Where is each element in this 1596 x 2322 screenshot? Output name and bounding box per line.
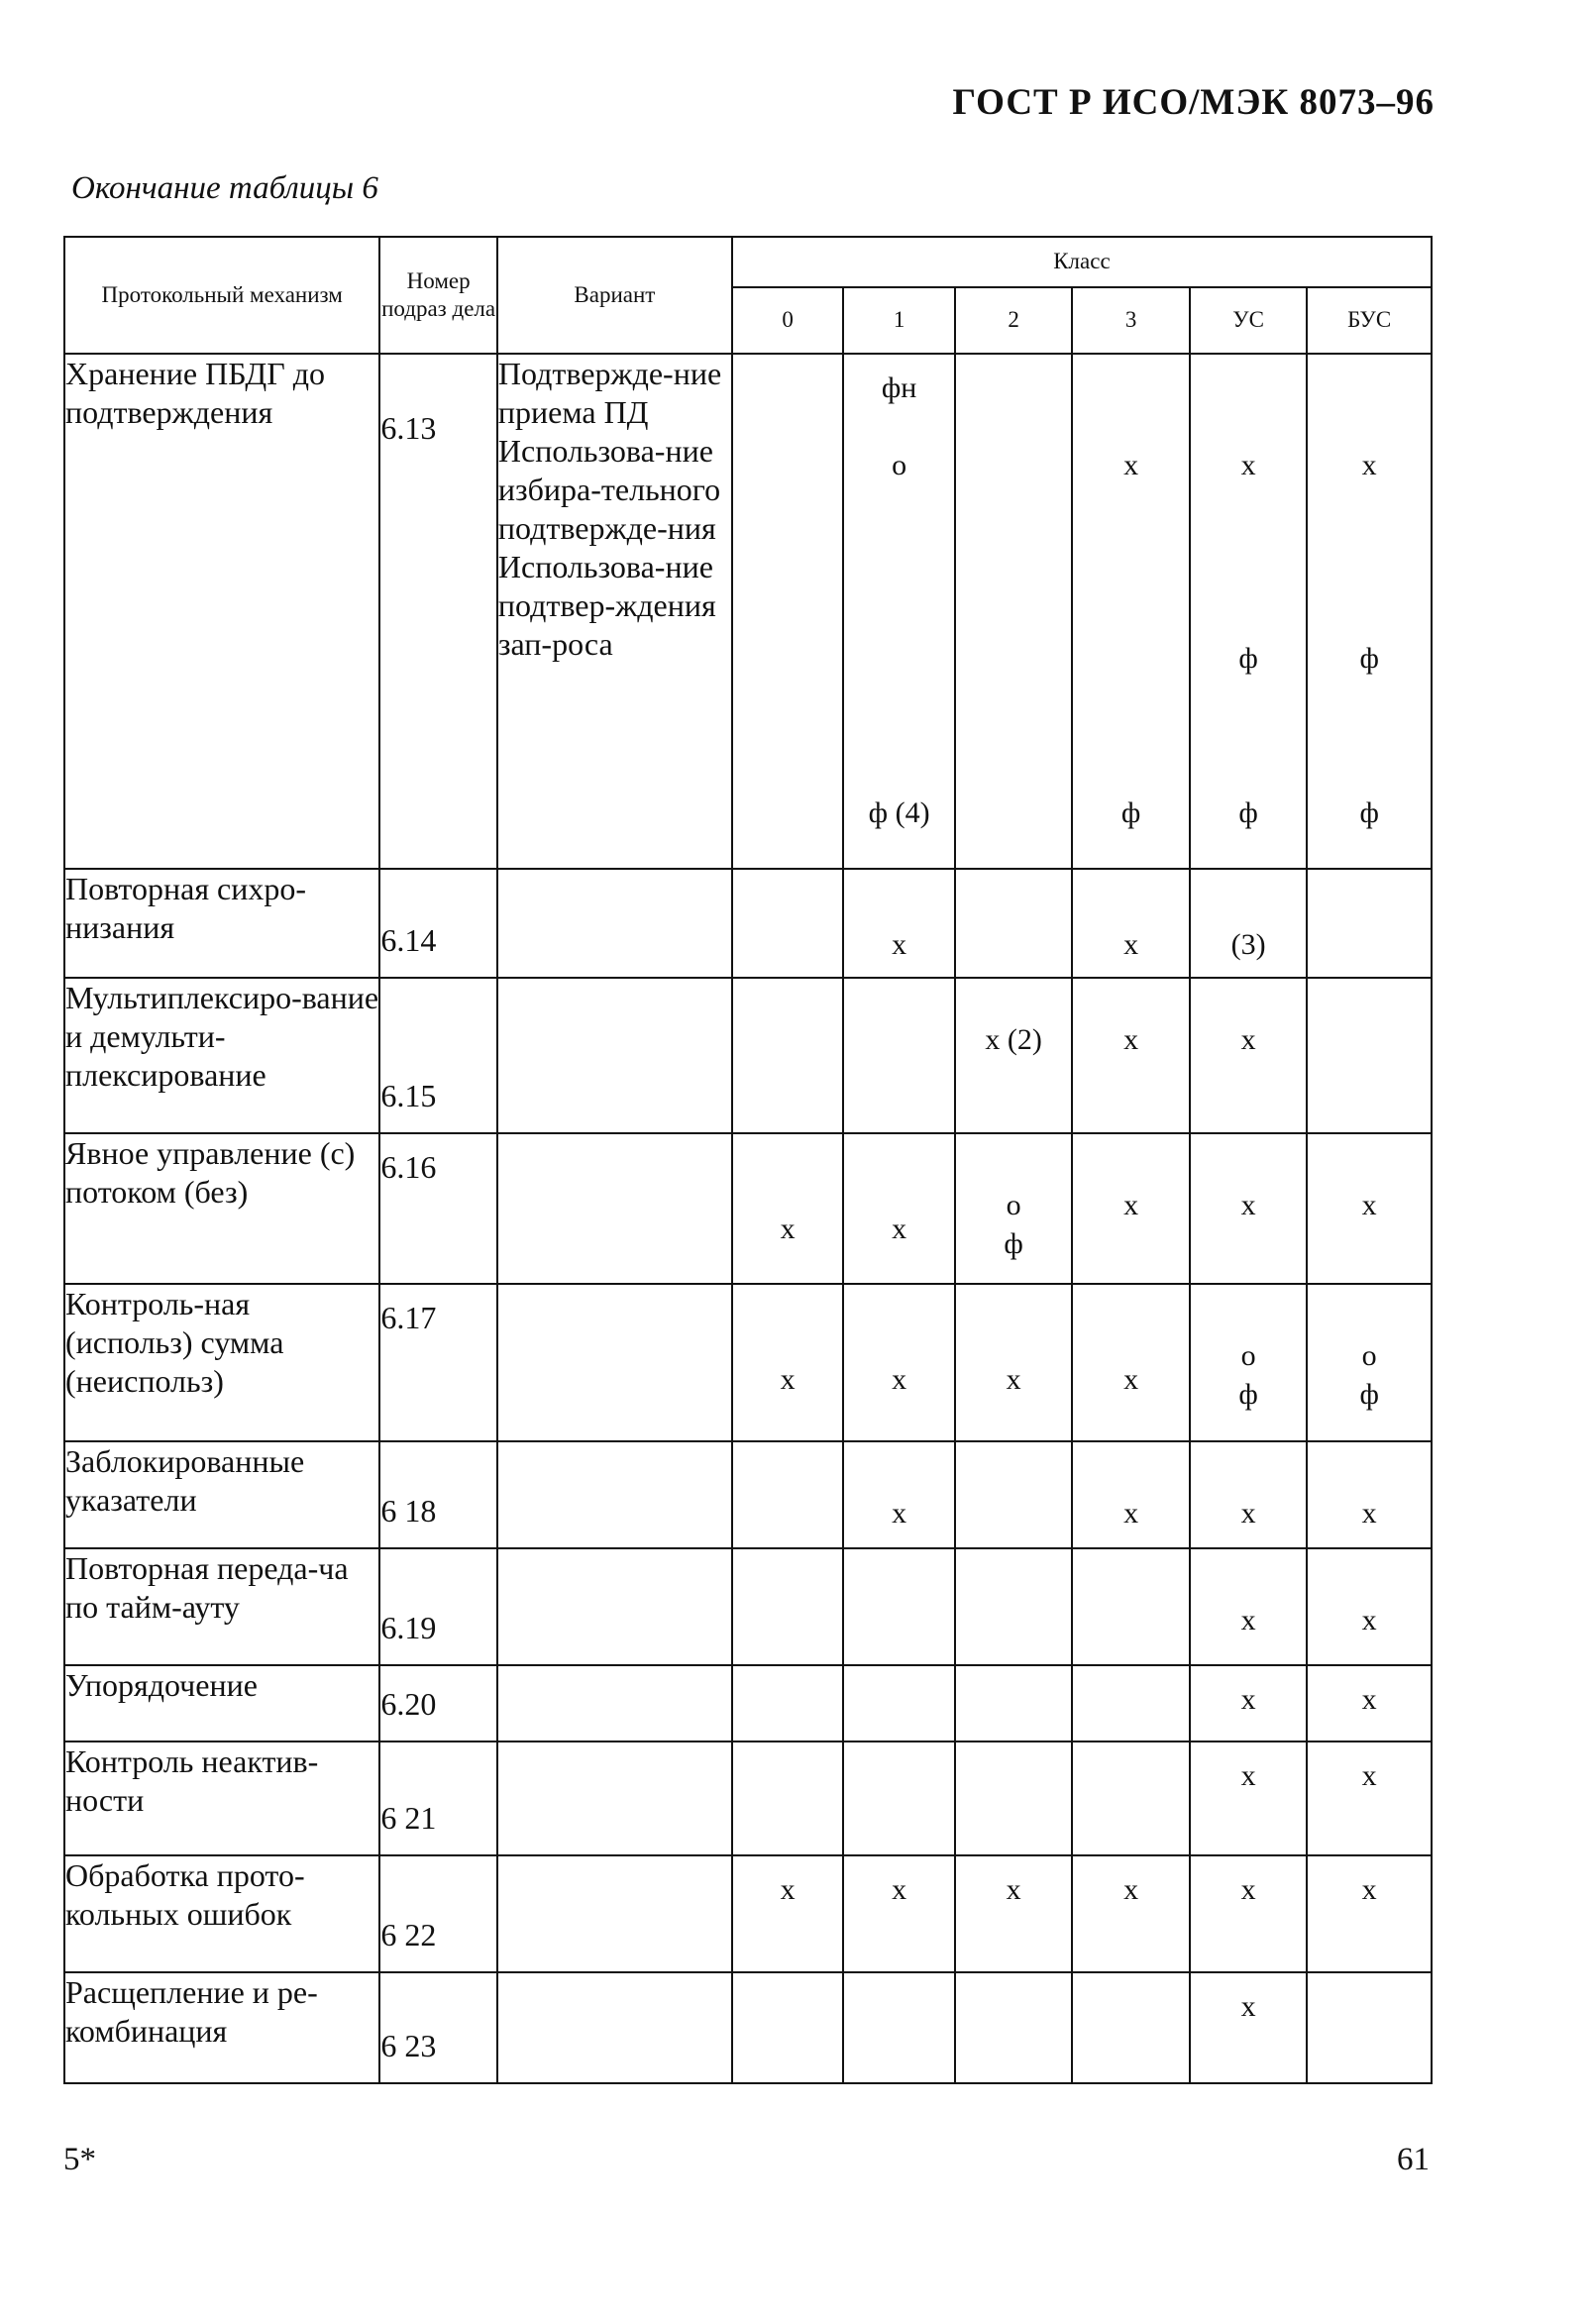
variant-cell (497, 1548, 732, 1665)
class-mark-cell: o ф (1190, 1284, 1308, 1441)
class-mark-cell (732, 1548, 843, 1665)
class-mark-cell: x (1307, 1441, 1432, 1548)
class-mark-cell: фн o ф (4) (843, 354, 954, 869)
variant-cell (497, 1972, 732, 2083)
class-mark-cell (955, 1665, 1073, 1742)
class-mark-cell: x (1072, 1855, 1190, 1972)
class-mark-cell: o ф (1307, 1284, 1432, 1441)
class-mark-cell (955, 869, 1073, 978)
variant-cell (497, 1133, 732, 1284)
class-mark-cell (1307, 978, 1432, 1133)
subsection-number-cell: 6.14 (379, 869, 497, 978)
class-mark-cell: x (1307, 1665, 1432, 1742)
class-mark-cell (843, 1548, 954, 1665)
class-mark-cell: x (1072, 869, 1190, 978)
header-class: Класс (732, 237, 1432, 287)
variant-cell (497, 1284, 732, 1441)
class-mark-cell: x (1307, 1548, 1432, 1665)
variant-cell (497, 1742, 732, 1855)
header-class-3: 3 (1072, 287, 1190, 354)
variant-cell (497, 1441, 732, 1548)
document-header: ГОСТ Р ИСО/МЭК 8073–96 (952, 82, 1435, 123)
subsection-number-cell: 6.20 (379, 1665, 497, 1742)
mechanism-cell: Контроль неактив-ности (64, 1742, 379, 1855)
class-mark-cell: x (843, 869, 954, 978)
class-mark-cell (1307, 869, 1432, 978)
table-row (64, 1133, 1432, 1284)
subsection-number-cell: 6 22 (379, 1855, 497, 1972)
subsection-number-cell: 6.16 (379, 1133, 497, 1284)
class-mark-cell: x (1072, 1441, 1190, 1548)
class-mark-cell: x (1190, 1665, 1308, 1742)
class-mark-cell (955, 1548, 1073, 1665)
class-mark-cell: o ф (955, 1133, 1073, 1284)
class-mark-cell (843, 1665, 954, 1742)
class-mark-cell (1072, 1742, 1190, 1855)
table-row (64, 1548, 1432, 1665)
class-mark-cell (1072, 1972, 1190, 2083)
class-mark-cell (1072, 1665, 1190, 1742)
table-row (64, 1665, 1432, 1742)
page-number: 61 (1397, 2142, 1430, 2177)
variant-cell: Подтвержде-ние приема ПД Использова-ние избира-тельного подтвержде-ния Использова-ние подтвер-ждения зап-роса (497, 354, 732, 869)
mechanism-cell: Хранение ПБДГ до подтверждения (64, 354, 379, 869)
header-class-0: 0 (732, 287, 843, 354)
class-mark-cell: x (843, 1284, 954, 1441)
mechanism-cell: Мультиплексиро-вание и демульти-плексирование (64, 978, 379, 1133)
class-mark-cell: x (732, 1855, 843, 1972)
class-mark-cell: x (1307, 1855, 1432, 1972)
table-row (64, 1855, 1432, 1972)
class-mark-cell: x (955, 1284, 1073, 1441)
table-row (64, 1972, 1432, 2083)
mechanism-cell: Расщепление и ре-комбинация (64, 1972, 379, 2083)
protocol-mechanisms-table (63, 236, 1433, 2084)
mechanism-cell: Обработка прото-кольных ошибок (64, 1855, 379, 1972)
class-mark-cell (955, 1742, 1073, 1855)
class-mark-cell (843, 1742, 954, 1855)
table-row (64, 354, 1432, 869)
mechanism-cell: Упорядочение (64, 1665, 379, 1742)
header-mechanism: Протокольный механизм (64, 237, 379, 354)
class-mark-cell: x (843, 1441, 954, 1548)
mechanism-cell: Заблокированные указатели (64, 1441, 379, 1548)
class-mark-cell (732, 978, 843, 1133)
class-mark-cell (732, 1665, 843, 1742)
class-mark-cell (732, 354, 843, 869)
table-row (64, 869, 1432, 978)
table-row (64, 978, 1432, 1133)
class-mark-cell: x (1190, 1742, 1308, 1855)
header-class-2: 2 (955, 287, 1073, 354)
mechanism-cell: Контроль-ная (использ) сумма (неиспольз) (64, 1284, 379, 1441)
table-caption: Окончание таблицы 6 (71, 170, 378, 206)
subsection-number-cell: 6.17 (379, 1284, 497, 1441)
subsection-number-cell: 6.13 (379, 354, 497, 869)
subsection-number-cell: 6.19 (379, 1548, 497, 1665)
class-mark-cell (1072, 1548, 1190, 1665)
class-mark-cell (955, 1441, 1073, 1548)
table-body (64, 354, 1432, 2083)
class-mark-cell: x (732, 1284, 843, 1441)
class-mark-cell (1307, 1972, 1432, 2083)
class-mark-cell: x ф ф (1190, 354, 1308, 869)
class-mark-cell: x (843, 1855, 954, 1972)
class-mark-cell (732, 869, 843, 978)
class-mark-cell (732, 1441, 843, 1548)
class-mark-cell: x (1190, 1548, 1308, 1665)
class-mark-cell (732, 1742, 843, 1855)
variant-cell (497, 978, 732, 1133)
class-mark-cell: x (1072, 1284, 1190, 1441)
class-mark-cell: x (1190, 978, 1308, 1133)
class-mark-cell: x (2) (955, 978, 1073, 1133)
class-mark-cell: (3) (1190, 869, 1308, 978)
mechanism-cell: Повторная сихро-низания (64, 869, 379, 978)
class-mark-cell: x (732, 1133, 843, 1284)
class-mark-cell: x (1190, 1855, 1308, 1972)
class-mark-cell (955, 1972, 1073, 2083)
header-variant: Вариант (497, 237, 732, 354)
class-mark-cell (732, 1972, 843, 2083)
variant-cell (497, 869, 732, 978)
class-mark-cell: x (955, 1855, 1073, 1972)
footer-signature: 5* (63, 2142, 96, 2177)
header-class-us: УС (1190, 287, 1308, 354)
subsection-number-cell: 6 21 (379, 1742, 497, 1855)
subsection-number-cell: 6 23 (379, 1972, 497, 2083)
class-mark-cell: x (1072, 978, 1190, 1133)
subsection-number-cell: 6.15 (379, 978, 497, 1133)
class-mark-cell (843, 1972, 954, 2083)
class-mark-cell: x (843, 1133, 954, 1284)
header-class-1: 1 (843, 287, 954, 354)
mechanism-cell: Повторная переда-ча по тайм-ауту (64, 1548, 379, 1665)
header-number: Номер подраз дела (379, 237, 497, 354)
class-mark-cell: x (1072, 1133, 1190, 1284)
class-mark-cell: x (1190, 1133, 1308, 1284)
header-class-bus: БУС (1307, 287, 1432, 354)
class-mark-cell (843, 978, 954, 1133)
variant-cell (497, 1665, 732, 1742)
table-row (64, 1284, 1432, 1441)
class-mark-cell: x (1190, 1972, 1308, 2083)
class-mark-cell: x (1307, 1742, 1432, 1855)
table-row (64, 1441, 1432, 1548)
variant-cell (497, 1855, 732, 1972)
table-row (64, 1742, 1432, 1855)
subsection-number-cell: 6 18 (379, 1441, 497, 1548)
class-mark-cell: x ф ф (1307, 354, 1432, 869)
class-mark-cell: x (1307, 1133, 1432, 1284)
class-mark-cell: x (1190, 1441, 1308, 1548)
class-mark-cell: x ф (1072, 354, 1190, 869)
class-mark-cell (955, 354, 1073, 869)
mechanism-cell: Явное управление (с) потоком (без) (64, 1133, 379, 1284)
